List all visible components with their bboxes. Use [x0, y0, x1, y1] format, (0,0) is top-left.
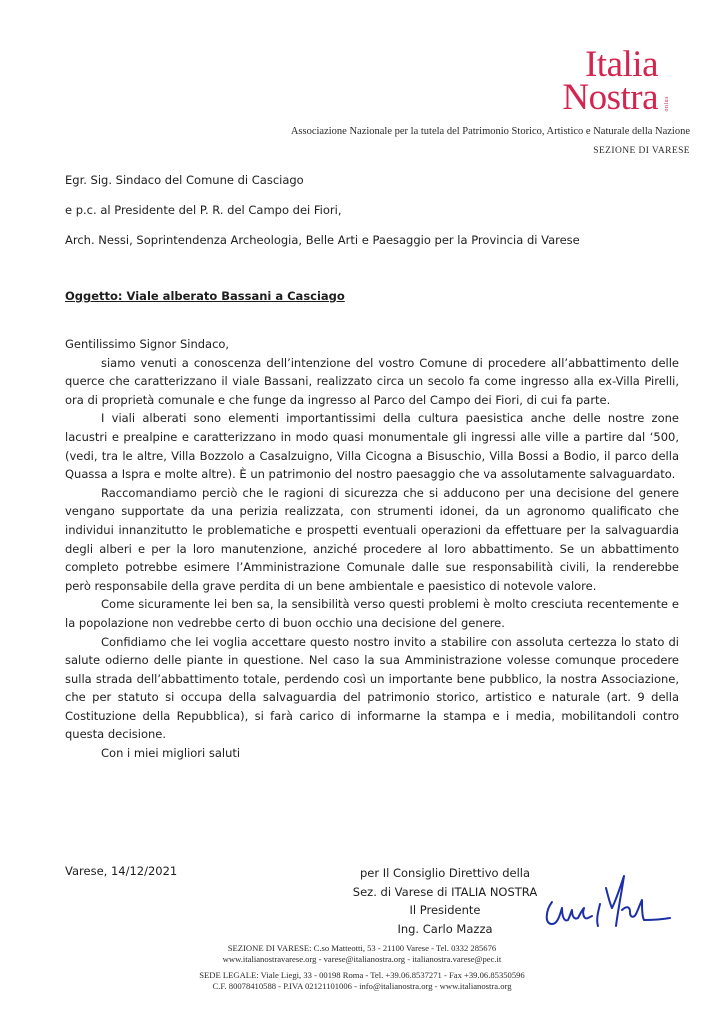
logo-line-nostra: Nostra [562, 77, 658, 118]
italia-nostra-logo [562, 44, 670, 118]
recipient-line: Arch. Nessi, Soprintendenza Archeologia, Belle Arti e Paesaggio per la Provincia di Varese [65, 233, 580, 247]
logo-line-italia: Italia [584, 44, 658, 85]
footer-line: C.F. 80078410588 - P.IVA 02121101006 - info@italianostra.org - www.italianostra.org [212, 981, 512, 991]
association-tagline: Associazione Nazionale per la tutela del Patrimonio Storico, Artistico e Naturale della Nazione [290, 126, 690, 137]
closing-greeting: Con i miei migliori saluti [101, 746, 241, 761]
signatory-line: Il Presidente [409, 903, 481, 917]
body-paragraph: Come sicuramente lei ben sa, la sensibilità verso questi problemi è molto cresciuta recentemente e la popolazione non vedrebbe certo di buon occhio una decisione del genere. [65, 597, 679, 630]
handwritten-signature-icon [538, 870, 678, 930]
body-paragraph: siamo venuti a conoscenza dell’intenzione del vostro Comune di procedere all’abbattimento delle querce che caratterizzano il viale Bassani, realizzato circa un secolo fa come ingresso alla ex-Villa Pirelli, ora di proprietà comunale e che funge da ingresso al Parco del Campo dei Fiori, di cui fa parte. [65, 355, 679, 407]
body-paragraph: I viali alberati sono elementi importantissimi della cultura paesistica anche delle nostre zone lacustri e prealpine e caratterizzano in modo quasi monumentale gli ingressi alle ville a partire dal ‘500, (vedi, tra le altre, Villa Bozzolo a Casalzuigno, Villa Cicogna a Bisuschio, Villa Bossi a Bodio, il parco della Quassa a Ispra e molte altre). È un patrimonio del nostro paesaggio che va assolutamente salvaguardato. [65, 411, 679, 482]
letter-subject: Oggetto: Viale alberato Bassani a Casciago [65, 289, 345, 303]
recipients-block [65, 173, 580, 263]
salutation: Gentilissimo Signor Sindaco, [65, 337, 230, 351]
body-paragraph: Raccomandiamo perciò che le ragioni di sicurezza che si adducono per una decisione del genere vengano supportate da una perizia realizzata, con strumenti idonei, da un agronomo qualificato che individui innanzitutto le problematiche e prospetti eventuali operazioni da effettuare per la salvaguardia degli alberi e per la loro manutenzione, anziché procedere al loro abbattimento. Se un abbattimento completo potrebbe esimere l’Amministrazione Comunale dalle sue responsabilità civili, la renderebbe però responsabile della grave perdita di un bene ambientale e paesistico di notevole valore. [65, 485, 679, 593]
footer-line: www.italianostravarese.org - varese@italianostra.org - italianostra.varese@pec.it [222, 954, 502, 964]
letter-date: Varese, 14/12/2021 [65, 864, 178, 878]
signatory-line: Sez. di Varese di ITALIA NOSTRA [352, 884, 538, 899]
recipient-line: Egr. Sig. Sindaco del Comune di Casciago [65, 173, 304, 187]
footer-line: SEZIONE DI VARESE: C.so Matteotti, 53 - 21100 Varese - Tel. 0332 285676 [227, 943, 497, 953]
footer-line: SEDE LEGALE: Viale Liegi, 33 - 00198 Roma - Tel. +39.06.8537271 - Fax +39.06.85350596 [199, 970, 525, 980]
signatory-line: Ing. Carlo Mazza [397, 921, 493, 936]
signatory-line: per Il Consiglio Direttivo della [359, 866, 531, 880]
body-paragraph: Confidiamo che lei voglia accettare questo nostro invito a stabilire con assoluta certezza lo stato di salute odierno delle piante in questione. Nel caso la sua Amministrazione volesse comunque procedere sulla strada dell’abbattimento totale, perdendo così un importante bene pubblico, la nostra Associazione, che per statuto si occupa della salvaguardia del patrimonio storico, artistico e naturale (art. 9 della Costituzione della Repubblica), si farà carico di informarne la stampa e i media, mobilitandoli contro questa decisione. [65, 634, 679, 742]
signatory-block [340, 864, 550, 938]
logo-onlus-tag: onlus [664, 96, 670, 112]
recipient-line: e p.c. al Presidente del P. R. del Campo dei Fiori, [65, 203, 342, 217]
section-name: SEZIONE DI VARESE [593, 146, 690, 156]
letter-footer [0, 943, 724, 992]
letter-body [65, 335, 679, 763]
